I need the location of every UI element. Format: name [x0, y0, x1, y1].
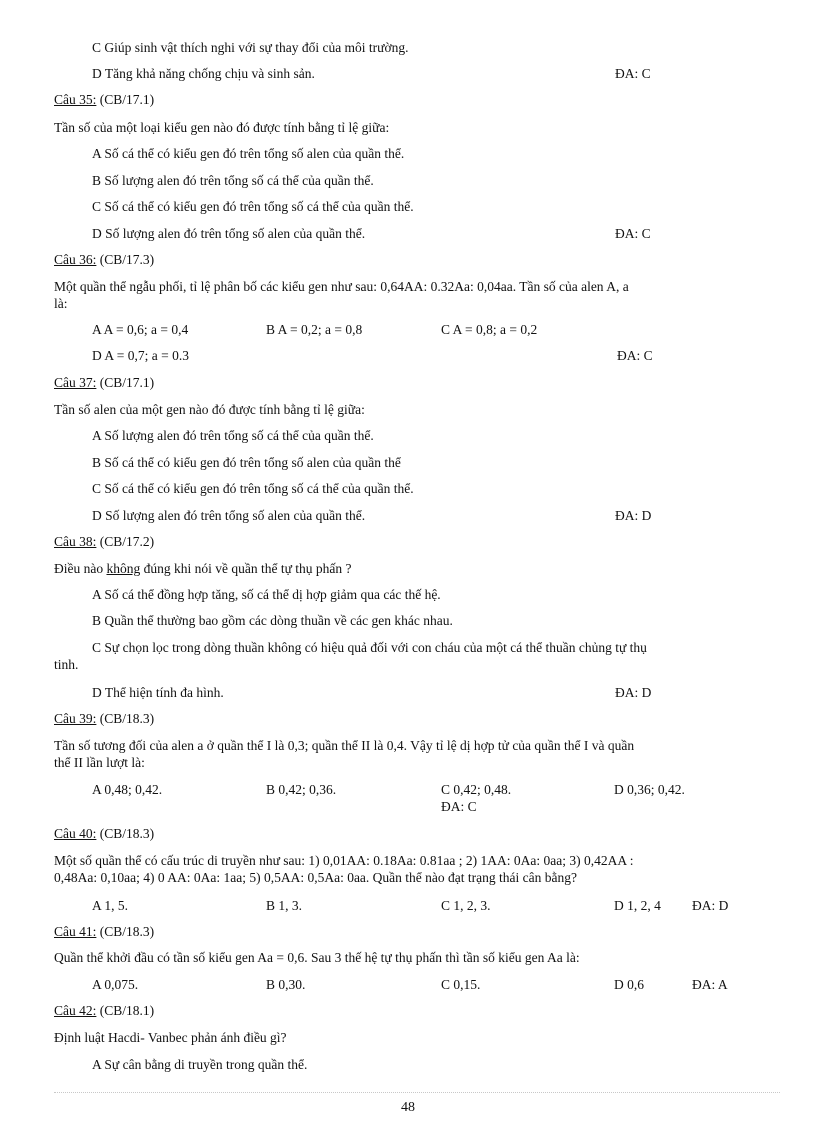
- question-heading: [54, 711, 154, 727]
- option-d: D Số lượng alen đó trên tổng số alen của quần thể.: [92, 508, 366, 523]
- stem-text: đúng khi nói về quần thể tự thụ phấn ?: [140, 561, 352, 576]
- answer-key: ĐA: C: [615, 226, 651, 241]
- option-c: C 1, 2, 3.: [441, 898, 491, 913]
- option-c-cont: tinh.: [54, 657, 79, 672]
- option-a: A 0,48; 0,42.: [92, 782, 163, 797]
- option-c: C 0,42; 0,48.: [441, 782, 512, 797]
- question-code: (CB/17.3): [99, 252, 155, 267]
- question-number: Câu 41:: [54, 924, 97, 939]
- answer-key: ĐA: D: [692, 898, 729, 913]
- answer-key: ĐA: A: [692, 977, 728, 992]
- question-stem: Tần số của một loại kiểu gen nào đó được tính bằng tỉ lệ giữa:: [54, 120, 390, 135]
- answer-key: ĐA: C: [615, 66, 651, 81]
- question-stem: Một quần thể ngẫu phối, tỉ lệ phân bố các kiểu gen như sau: 0,64AA: 0.32Aa: 0,04aa. Tần số của alen A, a: [54, 279, 629, 294]
- question-stem-cont: là:: [54, 296, 68, 311]
- answer-key: ĐA: C: [441, 799, 477, 814]
- question-number: Câu 36:: [54, 252, 97, 267]
- answer-key: ĐA: D: [615, 508, 652, 523]
- question-stem: Tần số alen của một gen nào đó được tính bằng tỉ lệ giữa:: [54, 402, 365, 417]
- option-c: C Sự chọn lọc trong dòng thuần không có hiệu quả đối với con cháu của một cá thể thuần chủng tự thụ: [92, 640, 647, 655]
- question-code: (CB/18.3): [99, 924, 155, 939]
- question-number: Câu 38:: [54, 534, 97, 549]
- footer-divider: [54, 1092, 780, 1093]
- option-d: D 1, 2, 4: [614, 898, 661, 913]
- option-d: D Tăng khả năng chống chịu và sinh sản.: [92, 66, 315, 81]
- question-number: Câu 35:: [54, 92, 97, 107]
- answer-key: ĐA: C: [617, 348, 653, 363]
- question-heading: [54, 1003, 154, 1019]
- option-c: C A = 0,8; a = 0,2: [441, 322, 538, 337]
- question-stem: Quần thể khởi đầu có tần số kiểu gen Aa = 0,6. Sau 3 thế hệ tự thụ phấn thì tần số kiểu gen Aa là:: [54, 950, 580, 965]
- question-stem: Một số quần thể có cấu trúc di truyền như sau: 1) 0,01AA: 0.18Aa: 0.81aa ; 2) 1AA: 0Aa: 0aa; 3) 0,42AA :: [54, 853, 634, 868]
- option-a: A Số cá thể đồng hợp tăng, số cá thể dị hợp giảm qua các thế hệ.: [92, 587, 441, 602]
- question-stem: [54, 561, 352, 577]
- question-stem-cont: thể II lần lượt là:: [54, 755, 145, 770]
- option-b: B 0,42; 0,36.: [266, 782, 337, 797]
- option-a: A Số cá thể có kiểu gen đó trên tổng số alen của quần thể.: [92, 146, 405, 161]
- question-stem-cont: 0,48Aa: 0,10aa; 4) 0 AA: 0Aa: 1aa; 5) 0,5AA: 0,5Aa: 0aa. Quần thể nào đạt trạng thái cân bằng?: [54, 870, 577, 885]
- question-heading: [54, 534, 154, 550]
- question-stem: Định luật Hacdi- Vanbec phản ánh điều gì?: [54, 1030, 287, 1045]
- option-a: A Sự cân bằng di truyền trong quần thể.: [92, 1057, 308, 1072]
- question-code: (CB/18.1): [99, 1003, 155, 1018]
- question-heading: [54, 252, 154, 268]
- question-code: (CB/17.2): [99, 534, 155, 549]
- question-code: (CB/18.3): [99, 826, 155, 841]
- option-b: B Quần thể thường bao gồm các dòng thuần về các gen khác nhau.: [92, 613, 453, 628]
- option-b: B 0,30.: [266, 977, 306, 992]
- option-b: B Số lượng alen đó trên tổng số cá thể của quần thể.: [92, 173, 374, 188]
- question-number: Câu 37:: [54, 375, 97, 390]
- question-heading: [54, 924, 154, 940]
- option-d: D Số lượng alen đó trên tổng số alen của quần thể.: [92, 226, 366, 241]
- answer-key: ĐA: D: [615, 685, 652, 700]
- question-number: Câu 42:: [54, 1003, 97, 1018]
- option-c: C Giúp sinh vật thích nghi với sự thay đổi của môi trường.: [92, 40, 409, 55]
- question-code: (CB/18.3): [99, 711, 155, 726]
- option-c: C Số cá thể có kiểu gen đó trên tổng số cá thể của quần thể.: [92, 481, 414, 496]
- option-d: D 0,36; 0,42.: [614, 782, 685, 797]
- question-code: (CB/17.1): [99, 375, 155, 390]
- option-a: A 0,075.: [92, 977, 139, 992]
- page-number: 48: [401, 1100, 415, 1115]
- question-heading: [54, 92, 154, 108]
- option-b: B A = 0,2; a = 0,8: [266, 322, 363, 337]
- question-number: Câu 39:: [54, 711, 97, 726]
- option-b: B Số cá thể có kiểu gen đó trên tổng số alen của quần thể: [92, 455, 401, 470]
- option-b: B 1, 3.: [266, 898, 303, 913]
- question-stem: Tần số tương đối của alen a ở quần thể I là 0,3; quần thể II là 0,4. Vậy tỉ lệ dị hợp tử của quần thể I và quần: [54, 738, 635, 753]
- option-d: D 0,6: [614, 977, 644, 992]
- option-a: A Số lượng alen đó trên tổng số cá thể của quần thể.: [92, 428, 374, 443]
- option-c: C Số cá thể có kiểu gen đó trên tổng số cá thể của quần thể.: [92, 199, 414, 214]
- option-d: D Thể hiện tính đa hình.: [92, 685, 224, 700]
- question-heading: [54, 826, 154, 842]
- option-a: A A = 0,6; a = 0,4: [92, 322, 189, 337]
- option-c: C 0,15.: [441, 977, 481, 992]
- question-number: Câu 40:: [54, 826, 97, 841]
- question-code: (CB/17.1): [99, 92, 155, 107]
- stem-emphasis: không: [106, 561, 141, 576]
- option-d: D A = 0,7; a = 0.3: [92, 348, 189, 363]
- question-heading: [54, 375, 154, 391]
- option-a: A 1, 5.: [92, 898, 129, 913]
- stem-text: Điều nào: [54, 561, 107, 576]
